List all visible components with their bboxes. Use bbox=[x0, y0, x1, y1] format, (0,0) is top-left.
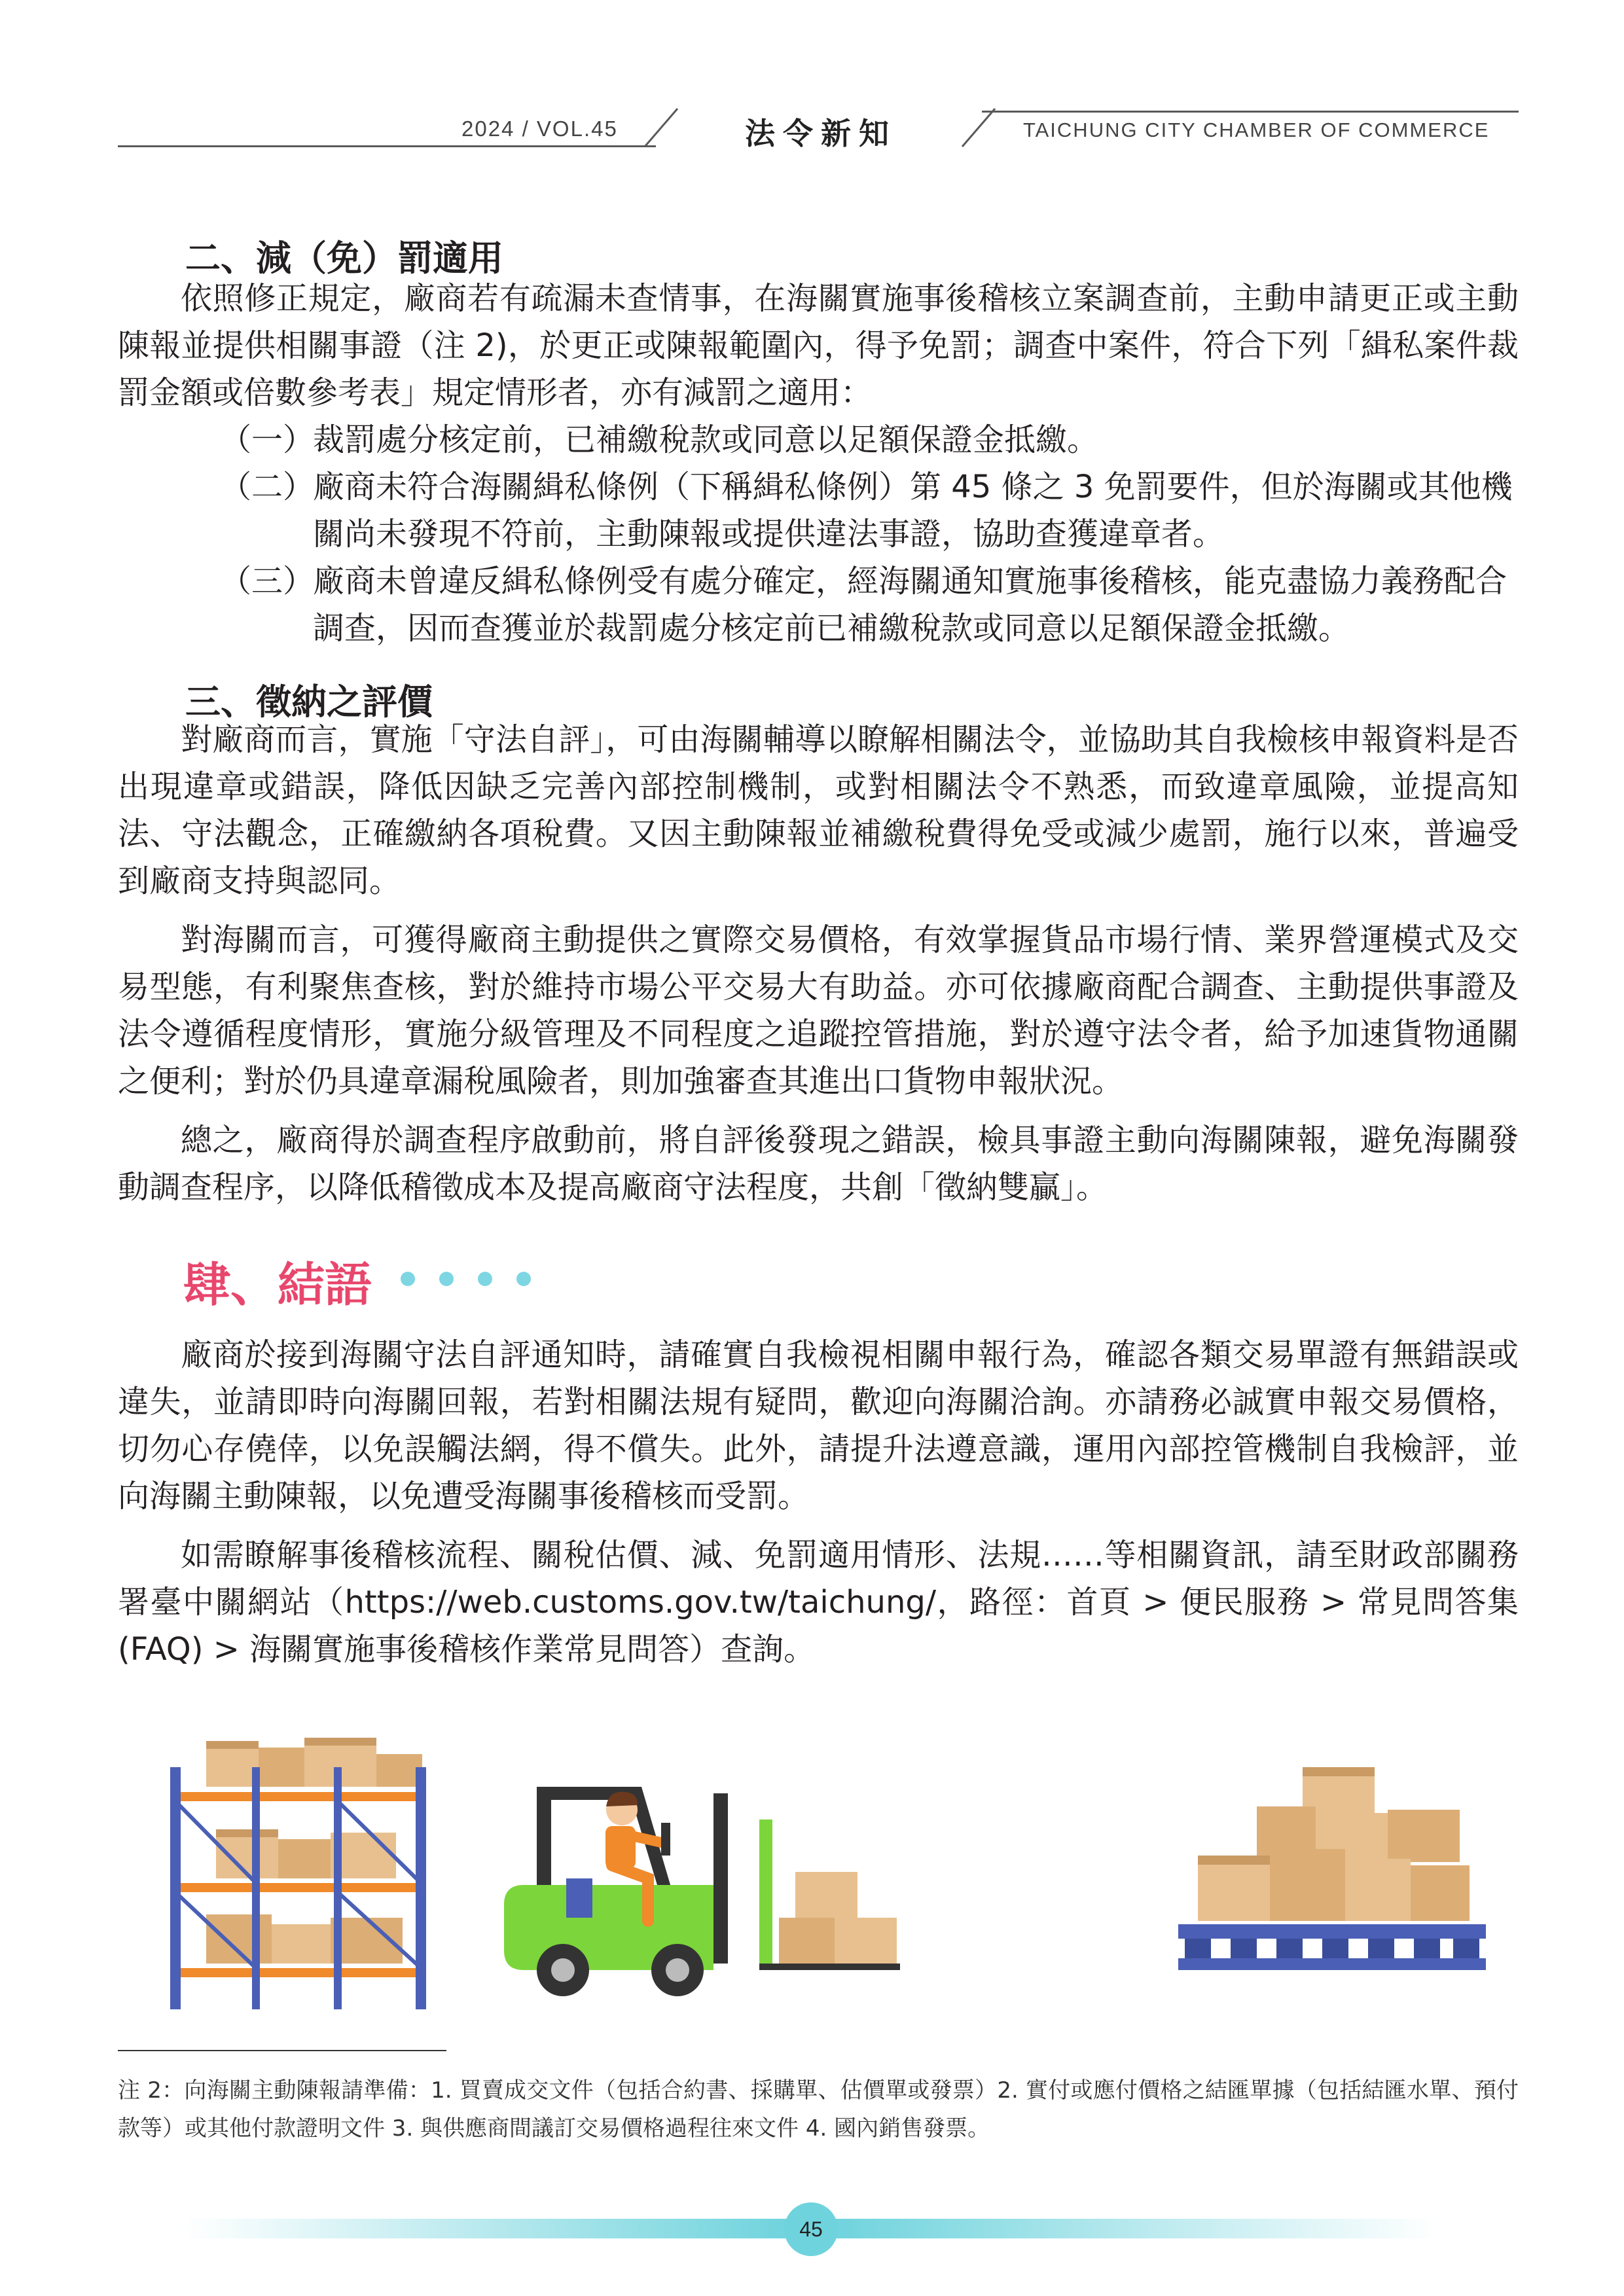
header-issue: 2024 / VOL.45 bbox=[461, 117, 618, 141]
section-heading-evaluation: 三、徵納之評價 bbox=[185, 681, 433, 723]
header-slash-left bbox=[641, 105, 681, 151]
list-item: （二） 廠商未符合海關緝私條例（下稱緝私條例）第 45 條之 3 免罰要件，但於海關或其他機關尚未發現不符前，主動陳報或提供違法事證，協助查獲違章者。 bbox=[220, 469, 1513, 552]
conclusion-paragraph: 廠商於接到海關守法自評通知時，請確實自我檢視相關申報行為，確認各類交易單證有無錯誤或違失，並請即時向海關回報，若對相關法規有疑問，歡迎向海關洽詢。亦請務必誠實申報交易價格，切勿心存僥倖，以免誤觸法網，得不償失。此外，請提升法遵意識，運用內部控管機制自我檢評，並向海關主動陳報，以免遭受海關事後稽核而受罰。 bbox=[118, 1336, 1519, 1515]
pallet-boxes-icon bbox=[1172, 1761, 1492, 1996]
header-section-title: 法令新知 bbox=[745, 116, 897, 151]
conclusion-paragraph: 如需瞭解事後稽核流程、關稅估價、減、免罰適用情形、法規……等相關資訊，請至財政部關務署臺中關網站（https://web.customs.gov.tw/taichung/，路徑：首頁 > 便民服務 > 常見問答集 (FAQ) > 海關實施事後稽核作業常見問答）查詢。 bbox=[118, 1537, 1519, 1668]
page-bar-left bbox=[183, 2219, 792, 2238]
list-item: （一） 裁罰處分核定前，已補繳稅款或同意以足額保證金抵繳。 bbox=[220, 422, 1099, 458]
section3-paragraph: 對海關而言，可獲得廠商主動提供之實際交易價格，有效掌握貨品市場行情、業界營運模式及交易型態，有利聚焦查核，對於維持市場公平交易大有助益。亦可依據廠商配合調查、主動提供事證及法令遵循程度情形，實施分級管理及不同程度之追蹤控管措施，對於遵守法令者，給予加速貨物通關之便利；對於仍具違章漏稅風險者，則加強審查其進出口貨物申報狀況。 bbox=[118, 922, 1519, 1100]
forklift-icon bbox=[497, 1780, 903, 1996]
decor-dot bbox=[516, 1272, 531, 1286]
section3-paragraph: 總之，廠商得於調查程序啟動前，將自評後發現之錯誤，檢具事證主動向海關陳報，避免海關發動調查程序，以降低稽徵成本及提高廠商守法程度，共創「徵納雙贏」。 bbox=[118, 1122, 1519, 1206]
footnote-rule bbox=[118, 2050, 446, 2051]
section2-intro: 依照修正規定，廠商若有疏漏未查情事，在海關實施事後稽核立案調查前，主動申請更正或主動陳報並提供相關事證（注 2)，於更正或陳報範圍內，得予免罰；調查中案件，符合下列「緝私案件裁罰金額或倍數參考表」規定情形者，亦有減罰之適用： bbox=[118, 280, 1519, 411]
warehouse-shelf-icon bbox=[154, 1728, 448, 2009]
list-item: （三） 廠商未曾違反緝私條例受有處分確定，經海關通知實施事後稽核，能克盡協力義務配合調查，因而查獲並於裁罰處分核定前已補繳稅款或同意以足額保證金抵繳。 bbox=[220, 563, 1507, 647]
chapter-title: 肆、結語 bbox=[183, 1257, 372, 1312]
decor-dot bbox=[439, 1272, 454, 1286]
section-heading-penalty: 二、減（免）罰適用 bbox=[185, 238, 503, 279]
footnote: 注 2：向海關主動陳報請準備：1. 買賣成交文件（包括合約書、採購單、估價單或發票）2. 實付或應付價格之結匯單據（包括結匯水單、預付款等）或其他付款證明文件 3. 與供應商間議訂交易價格過程往來文件 4. 國內銷售發票。 bbox=[118, 2077, 1519, 2142]
decor-dot bbox=[401, 1272, 415, 1286]
header-rule-right bbox=[982, 111, 1519, 113]
header-rule-left bbox=[118, 145, 656, 147]
page-number: 45 bbox=[784, 2202, 838, 2256]
section3-paragraph: 對廠商而言，實施「守法自評」，可由海關輔導以瞭解相關法令，並協助其自我檢核申報資料是否出現違章或錯誤，降低因缺乏完善內部控制機制，或對相關法令不熟悉，而致違章風險，並提高知法、守法觀念，正確繳納各項稅費。又因主動陳報並補繳稅費得免受或減少處罰，施行以來，普遍受到廠商支持與認同。 bbox=[118, 721, 1519, 899]
header-org: TAICHUNG CITY CHAMBER OF COMMERCE bbox=[1023, 118, 1490, 141]
page-bar-right bbox=[830, 2219, 1439, 2238]
decor-dot bbox=[478, 1272, 492, 1286]
